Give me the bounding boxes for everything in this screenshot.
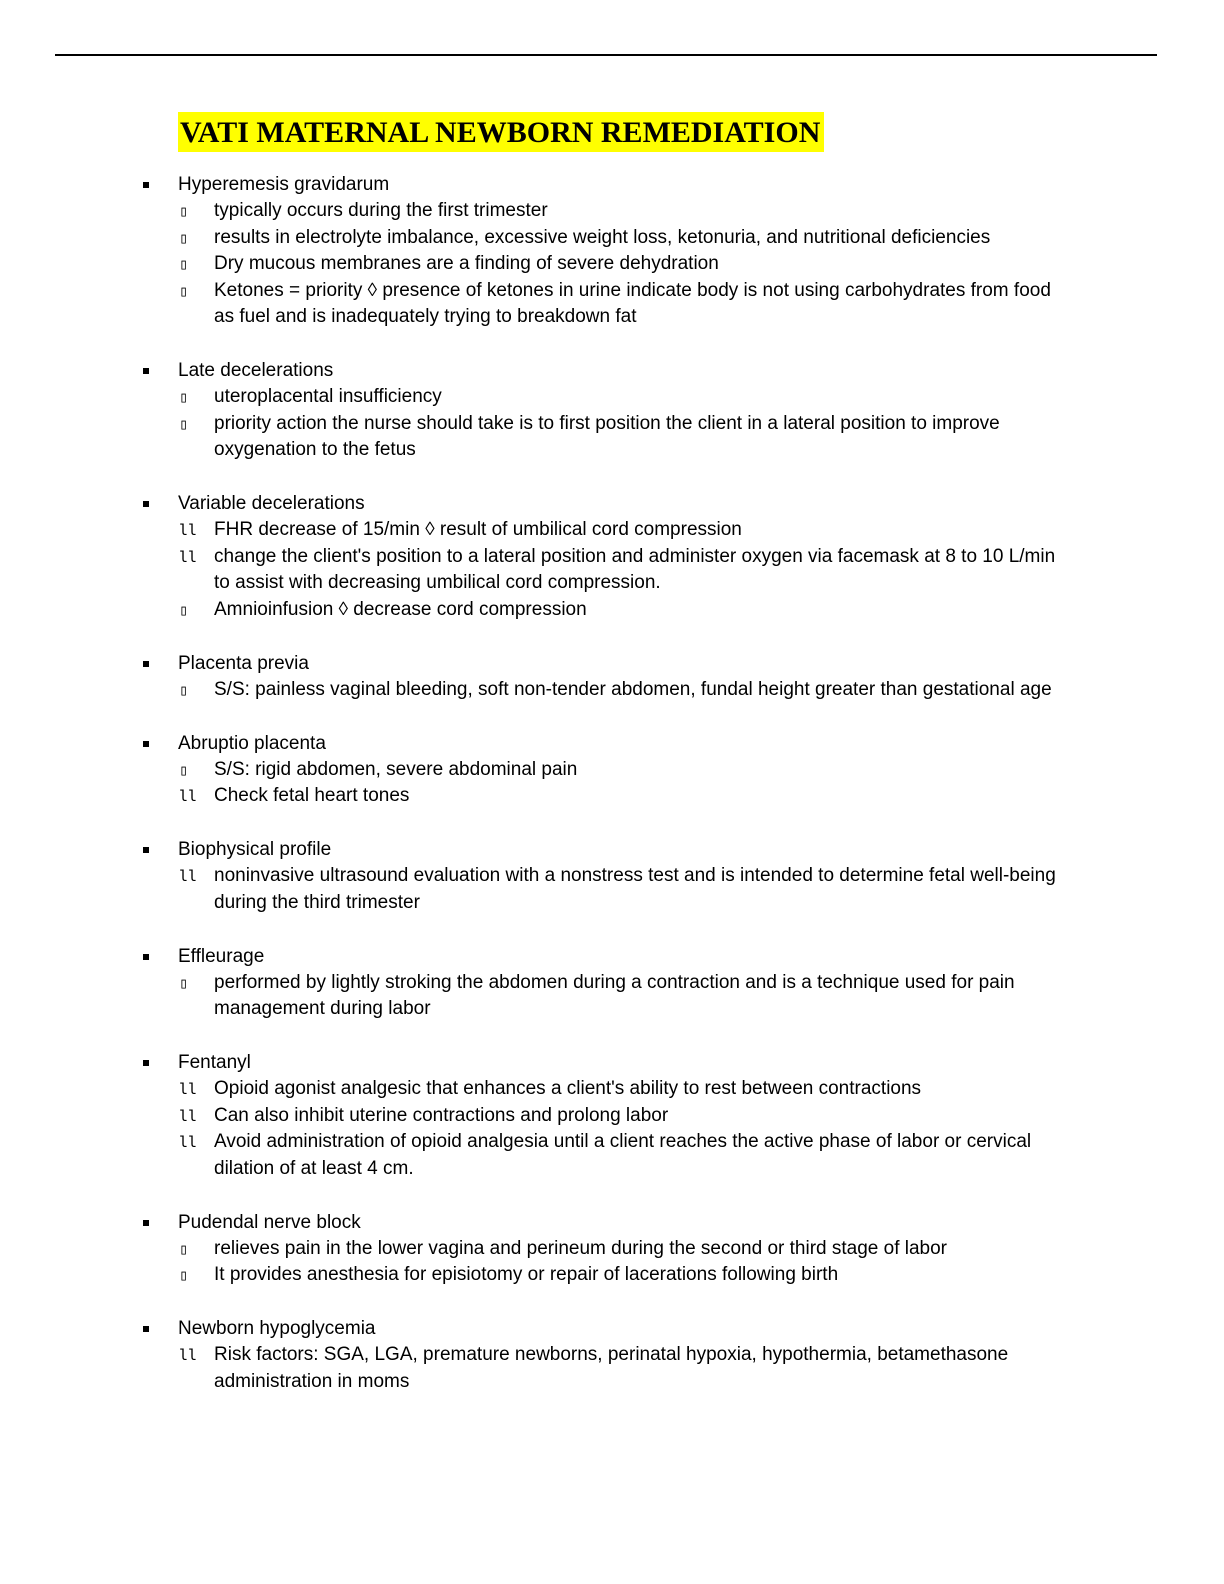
topic-section xyxy=(0,837,1224,916)
topic-heading xyxy=(0,491,1224,517)
topic-label: Fentanyl xyxy=(178,1052,251,1073)
sub-bullet-icon: ▯ xyxy=(179,1239,189,1258)
square-bullet-icon xyxy=(143,847,149,853)
topic-label: Hyperemesis gravidarum xyxy=(178,174,390,195)
topic-section xyxy=(0,491,1224,623)
sub-point-text: performed by lightly stroking the abdomen during a contraction and is a technique used for pain management during labor xyxy=(214,971,1015,1019)
square-bullet-icon xyxy=(143,661,149,667)
sub-point-text: S/S: painless vaginal bleeding, soft non-tender abdomen, fundal height greater than gestational age xyxy=(214,678,1052,700)
topic-label: Placenta previa xyxy=(178,652,309,674)
sub-bullet-icon: ▯ xyxy=(179,973,189,992)
topic-label: Late decelerations xyxy=(178,360,334,381)
list-item xyxy=(0,384,1064,411)
topic-heading xyxy=(0,944,1224,970)
square-bullet-icon xyxy=(143,954,149,960)
sub-point-text: Risk factors: SGA, LGA, premature newborns, perinatal hypoxia, hypothermia, betamethasone administration in moms xyxy=(214,1344,1009,1392)
sub-point-list xyxy=(0,677,1224,704)
square-bullet-icon xyxy=(143,501,149,507)
list-item xyxy=(0,597,1064,624)
sub-point-text: typically occurs during the first trimester xyxy=(214,200,548,221)
list-item xyxy=(0,225,1064,252)
sub-bullet-icon: ▯ xyxy=(179,228,189,247)
topic-section xyxy=(0,1316,1224,1395)
sub-bullet-icon: ll xyxy=(179,521,198,539)
sub-bullet-icon: ▯ xyxy=(179,281,189,300)
square-bullet-icon xyxy=(143,1060,149,1066)
square-bullet-icon xyxy=(143,182,149,188)
topic-label: Biophysical profile xyxy=(178,839,332,860)
sub-point-list xyxy=(0,517,1224,623)
sub-bullet-icon: ll xyxy=(179,1133,198,1151)
sub-point-list xyxy=(0,384,1224,464)
list-item xyxy=(0,411,1064,464)
sub-bullet-icon: ▯ xyxy=(179,202,189,220)
sub-point-text: Ketones = priority ◊ presence of ketones in urine indicate body is not using carbohydrates from food as fuel and is inadequately trying to breakdown fat xyxy=(214,279,1051,327)
topic-heading xyxy=(0,1210,1224,1236)
sub-point-text: relieves pain in the lower vagina and perineum during the second or third stage of labor xyxy=(214,1237,948,1259)
list-item xyxy=(0,970,1064,1023)
sub-point-text: Avoid administration of opioid analgesia until a client reaches the active phase of labor or cervical dilation of at least 4 cm. xyxy=(214,1131,1032,1179)
list-item xyxy=(0,783,1064,810)
list-item xyxy=(0,1236,1064,1263)
sub-bullet-icon: ll xyxy=(179,867,198,885)
list-item xyxy=(0,517,1064,544)
sub-point-text: It provides anesthesia for episiotomy or repair of lacerations following birth xyxy=(214,1264,839,1285)
sub-bullet-icon: ▯ xyxy=(179,388,189,406)
square-bullet-icon xyxy=(143,1326,149,1332)
sub-point-text: Can also inhibit uterine contractions and prolong labor xyxy=(214,1104,669,1126)
list-item xyxy=(0,544,1064,597)
list-item xyxy=(0,1103,1064,1130)
list-item xyxy=(0,1262,1064,1289)
sub-point-text: Dry mucous membranes are a finding of severe dehydration xyxy=(214,253,719,274)
sub-point-text: Amnioinfusion ◊ decrease cord compression xyxy=(214,598,587,620)
topic-heading xyxy=(0,837,1224,863)
sub-bullet-icon: ▯ xyxy=(179,1266,189,1284)
sub-point-list xyxy=(0,1342,1224,1395)
top-rule xyxy=(55,54,1157,56)
topic-label: Effleurage xyxy=(178,945,265,967)
sub-point-list xyxy=(0,757,1224,810)
sub-point-list xyxy=(0,198,1224,331)
topic-section xyxy=(0,944,1224,1023)
list-item xyxy=(0,278,1064,331)
list-item xyxy=(0,198,1064,225)
document-title: VATI MATERNAL NEWBORN REMEDIATION xyxy=(178,112,824,152)
topic-section xyxy=(0,651,1224,704)
topic-label: Abruptio placenta xyxy=(178,732,326,754)
sub-point-text: uteroplacental insufficiency xyxy=(214,386,442,407)
topic-heading xyxy=(0,651,1224,677)
sub-bullet-icon: ▯ xyxy=(179,255,189,273)
sub-bullet-icon: ll xyxy=(179,1346,198,1364)
list-item xyxy=(0,863,1064,916)
list-item xyxy=(0,1342,1064,1395)
list-item xyxy=(0,1076,1064,1103)
sub-point-text: Opioid agonist analgesic that enhances a client's ability to rest between contractions xyxy=(214,1078,922,1099)
topic-label: Variable decelerations xyxy=(178,493,365,514)
sub-bullet-icon: ll xyxy=(179,547,198,566)
topic-label: Pudendal nerve block xyxy=(178,1211,361,1233)
topic-section xyxy=(0,172,1224,331)
sub-bullet-icon: ll xyxy=(179,1080,198,1098)
sub-bullet-icon: ▯ xyxy=(179,600,189,619)
sub-point-text: priority action the nurse should take is to first position the client in a lateral position to improve oxygenation to the fetus xyxy=(214,412,1000,460)
sub-bullet-icon: ▯ xyxy=(179,760,189,779)
topic-label: Newborn hypoglycemia xyxy=(178,1318,376,1339)
sub-bullet-icon: ▯ xyxy=(179,680,189,699)
list-item xyxy=(0,757,1064,784)
topic-section xyxy=(0,1210,1224,1289)
topic-section xyxy=(0,358,1224,464)
sub-point-list xyxy=(0,1076,1224,1182)
notes-list xyxy=(0,172,1224,1423)
list-item xyxy=(0,677,1064,704)
sub-point-list xyxy=(0,970,1224,1023)
square-bullet-icon xyxy=(143,368,149,374)
topic-heading xyxy=(0,172,1224,198)
sub-point-list xyxy=(0,863,1224,916)
topic-heading xyxy=(0,358,1224,384)
sub-point-text: noninvasive ultrasound evaluation with a nonstress test and is intended to determine fetal well-being during the third trimester xyxy=(214,865,1056,913)
sub-point-text: change the client's position to a lateral position and administer oxygen via facemask at 8 to 10 L/min to assist with decreasing umbilical cord compression. xyxy=(214,545,1056,593)
topic-heading xyxy=(0,1316,1224,1342)
sub-point-text: FHR decrease of 15/min ◊ result of umbilical cord compression xyxy=(214,519,742,540)
topic-heading xyxy=(0,731,1224,757)
sub-point-text: results in electrolyte imbalance, excessive weight loss, ketonuria, and nutritional deficiencies xyxy=(214,226,991,248)
topic-section xyxy=(0,731,1224,810)
list-item xyxy=(0,1129,1064,1182)
sub-point-text: Check fetal heart tones xyxy=(214,785,410,806)
topic-heading xyxy=(0,1050,1224,1076)
square-bullet-icon xyxy=(143,741,149,747)
sub-point-list xyxy=(0,1236,1224,1289)
sub-bullet-icon: ▯ xyxy=(179,414,189,433)
square-bullet-icon xyxy=(143,1220,149,1226)
sub-bullet-icon: ll xyxy=(179,1106,198,1125)
sub-bullet-icon: ll xyxy=(179,787,198,805)
sub-point-text: S/S: rigid abdomen, severe abdominal pain xyxy=(214,758,578,780)
topic-section xyxy=(0,1050,1224,1182)
list-item xyxy=(0,251,1064,278)
